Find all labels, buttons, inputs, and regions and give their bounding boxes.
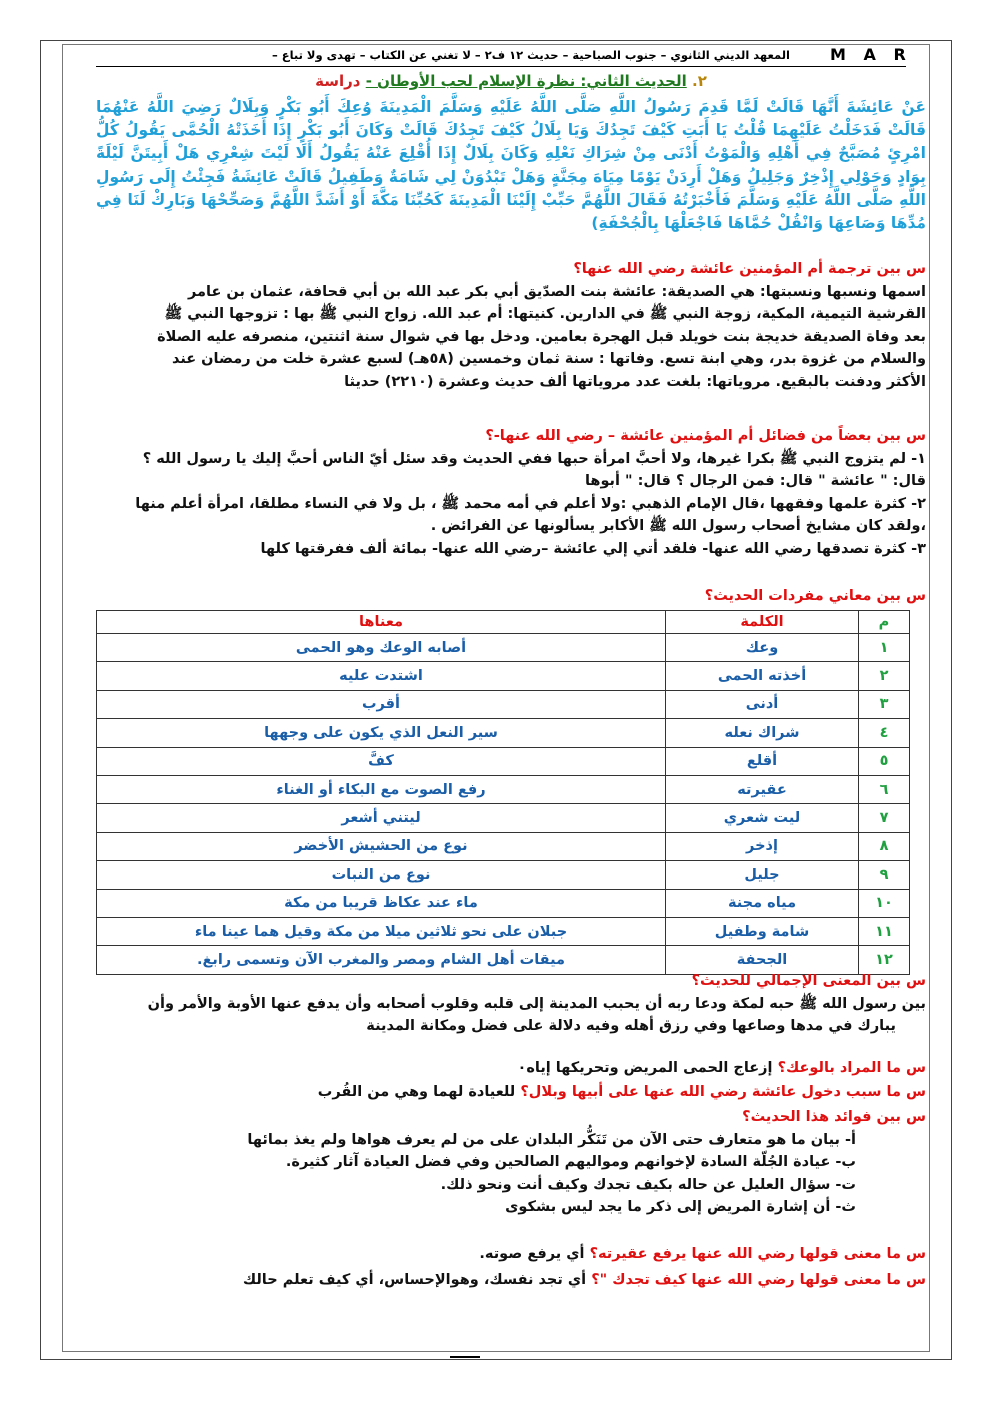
q2-block xyxy=(96,425,926,560)
table-row xyxy=(97,861,910,889)
row-number: ٣ xyxy=(859,690,910,718)
table-row xyxy=(97,662,910,690)
table-row xyxy=(97,719,910,747)
question-heading: س بين بعضاً من فضائل أم المؤمنين عائشة – رضي الله عنها-؟ xyxy=(485,428,926,444)
table-row xyxy=(97,889,910,917)
header-word: الكلمة xyxy=(666,611,859,634)
section-number: ٢. xyxy=(692,72,707,90)
table-row xyxy=(97,917,910,945)
row-number: ٥ xyxy=(859,747,910,775)
row-number: ١٠ xyxy=(859,889,910,917)
row-word: أخذته الحمى xyxy=(666,662,859,690)
answer-line: بعد وفاة الصديقة خديجة بنت خويلد قبل الهجرة بعامين. ودخل بها في شوال سنة اثنتين، منصرفه عليه الصلاة xyxy=(157,328,926,345)
row-word: جليل xyxy=(666,861,859,889)
answer-line: ٢- كثرة علمها وفقهها ،قال الإمام الذهبي :ولا أعلم في أمه محمد ﷺ ، بل ولا في النساء مطلقا، امرأة أعلم منها xyxy=(135,495,926,512)
header-number: م xyxy=(859,611,910,634)
answer-text: إزعاج الحمى المريض وتحريكها إياه٠ xyxy=(517,1060,773,1076)
table-row xyxy=(97,747,910,775)
row-word: الجحفة xyxy=(666,946,859,974)
row-word: إذخر xyxy=(666,832,859,860)
question-heading: س بين فوائد هذا الحديث؟ xyxy=(742,1109,926,1125)
row-meaning: ليتني أشعر xyxy=(97,804,666,832)
answer-line: الأكثر ودفنت بالبقيع. مروياتها: بلغت عدد مروياتها ألف حديث وعشرة (٢٢١٠) حديثا xyxy=(344,373,926,390)
header-divider xyxy=(96,66,906,67)
row-number: ٦ xyxy=(859,775,910,803)
table-row xyxy=(97,804,910,832)
question-heading: س بين المعنى الإجمالي للحديث؟ xyxy=(691,973,926,989)
answer-text: أي تجد نفسك، وهوالإحساس، أي كيف تعلم حالك xyxy=(242,1272,587,1288)
section-title xyxy=(96,72,926,90)
answer-line: قال: " عائشة " قال: فمن الرجال ؟ قال: " أبوها xyxy=(584,473,926,489)
answer-line: بين رسول الله ﷺ حبه لمكة ودعا ربه أن يحبب المدينة إلى قلبه وقلوب أصحابه وأن يدفع عنها الأوبة والأمر وأن xyxy=(147,995,926,1012)
answer-line: اسمها ونسبها ونسبتها: هي الصديقة: عائشة بنت الصدّيق أبي بكر عبد الله بن أبي قحافة، عثمان بن عامر xyxy=(188,283,926,300)
answer-text: أي يرفع صوته. xyxy=(479,1246,585,1262)
row-word: وعك xyxy=(666,634,859,662)
list-item: ت- سؤال العليل عن حاله بكيف تجدك وكيف أنت ونحو ذلك. xyxy=(440,1176,856,1193)
section-title-tag: دراسة xyxy=(315,72,361,90)
row-word: ليت شعري xyxy=(666,804,859,832)
hadith-text: عَنْ عَائِشَةَ أَنَّهَا قَالَتْ لَمَّا قَدِمَ رَسُولُ اللَّهِ صَلَّى اللَّهُ عَلَيْهِ وَسَلَّمَ الْمَدِينَةَ وُعِكَ أَبُو بَكْرٍ وَبِلَالٌ رَضِيَ اللَّهُ عَنْهُمَا قَالَتْ فَدَخَلْتُ عَلَيْهِمَا قُلْتُ يَا أَبَتِ كَيْفَ تَجِدُكَ وَيَا بِلَالُ كَيْفَ تَجِدُكَ قَالَتْ وَكَانَ أَبُو بَكْرٍ إِذَا أَخَذَتْهُ الْحُمَّى يَقُولُ كُلُّ امْرِئٍ مُصَبَّحٌ فِي أَهْلِهِ وَالْمَوْتُ أَدْنَى مِنْ شِرَاكِ نَعْلِهِ وَكَانَ بِلَالٌ إِذَا أُقْلِعَ عَنْهُ يَقُولُ أَلَا لَيْتَ شِعْرِي هَلْ أَبِيتَنَّ لَيْلَةً بِوَادٍ وَحَوْلِي إِذْخِرٌ وَجَلِيلُ وَهَلْ أَرِدَنْ يَوْمًا مِيَاهَ مِجَنَّةٍ وَهَلْ تَبْدُوَنْ لِي شَامَةٌ وَطَفِيلُ قَالَتْ عَائِشَةُ فَجِئْتُ إِلَى رَسُولِ اللَّهِ صَلَّى اللَّهُ عَلَيْهِ وَسَلَّمَ فَأَخْبَرْتُهُ فَقَالَ اللَّهُمَّ حَبِّبْ إِلَيْنَا الْمَدِينَةَ كَحُبِّنَا مَكَّةَ أَوْ أَشَدَّ اللَّهُمَّ وَصَحِّحْهَا وَبَارِكْ لَنَا فِي مُدِّهَا وَصَاعِهَا وَانْقُلْ حُمَّاهَا فَاجْعَلْهَا بِالْجُحْفَةِ) xyxy=(96,98,926,233)
table-row xyxy=(97,775,910,803)
q1-block xyxy=(96,258,926,393)
row-word: مياه مجنة xyxy=(666,889,859,917)
brand-mark: M A R xyxy=(830,45,912,64)
q7-block xyxy=(96,1106,926,1219)
answer-line: القرشية التيمية، المكية، زوجة النبي ﷺ في الدارين. كنيتها: أم عبد الله. زواج النبي ﷺ بها : تزوجها النبي ﷺ xyxy=(164,306,926,322)
row-number: ٤ xyxy=(859,719,910,747)
table-row xyxy=(97,690,910,718)
page-header xyxy=(100,44,912,66)
q9-block xyxy=(96,1268,926,1292)
answer-line: ١- لم يتزوج النبي ﷺ بكرا غيرها، ولا أحبَّ امرأة حبها ففي الحديث وقد سئل أيّ الناس أحبَّ إليك يا رسول الله ؟ xyxy=(142,450,926,467)
header-text: المعهد الديني الثانوي – جنوب الصباحية – حديث ١٢ ف٢ – لا تغني عن الكتاب – تهدى ولا تباع – xyxy=(271,48,790,62)
row-word: عقيرته xyxy=(666,775,859,803)
row-meaning: اشتدت عليه xyxy=(97,662,666,690)
answer-text: للعيادة لهما وهي من القُرب xyxy=(317,1084,516,1100)
list-item: ب- عيادة الجُلّة السادة لإخوانهم ومواليهم الصالحين وفي فضل العيادة آثار كثيرة. xyxy=(285,1154,856,1170)
row-meaning: سير النعل الذي يكون على وجهها xyxy=(97,719,666,747)
question-heading: س ما معنى قولها رضي الله عنها يرفع عقيرته؟ xyxy=(589,1246,926,1262)
footer-mark xyxy=(450,1356,480,1358)
question-heading: س بين ترجمة أم المؤمنين عائشة رضي الله عنها؟ xyxy=(573,261,926,277)
row-meaning: نوع من الحشيش الأخضر xyxy=(97,832,666,860)
q8-block xyxy=(96,1242,926,1266)
row-meaning: أقرب xyxy=(97,690,666,718)
vocabulary-table xyxy=(96,610,910,975)
answer-line: ٣- كثرة تصدقها رضي الله عنها- فلقد أتي إلي عائشة –رضي الله عنها- بمائة ألف ففرقتها كلها xyxy=(260,540,926,557)
table-row xyxy=(97,832,910,860)
row-number: ١ xyxy=(859,634,910,662)
row-meaning: ميقات أهل الشام ومصر والمغرب الآن وتسمى رابغ. xyxy=(97,946,666,974)
table-header-row xyxy=(97,611,910,634)
q5-block xyxy=(96,1056,926,1080)
q3-block xyxy=(96,585,926,608)
row-meaning: أصابه الوعك وهو الحمى xyxy=(97,634,666,662)
row-meaning: نوع من النبات xyxy=(97,861,666,889)
row-meaning: ماء عند عكاظ قريبا من مكة xyxy=(97,889,666,917)
question-heading: س ما المراد بالوعك؟ xyxy=(777,1060,926,1076)
row-word: شامة وطفيل xyxy=(666,917,859,945)
answer-line: والسلام من غزوة بدر، وهي ابنة تسع. وفاتها : سنة ثمان وخمسين (٥٨هـ) لسبع عشرة خلت من رمضان عند xyxy=(171,351,926,367)
row-word: أقلع xyxy=(666,747,859,775)
question-heading: س ما معنى قولها رضي الله عنها كيف تجدك "؟ xyxy=(591,1272,926,1288)
row-number: ٧ xyxy=(859,804,910,832)
list-item: أ- بيان ما هو متعارف حتى الآن من تَنَكُّر البلدان على من لم يعرف هواها ولم يغذ بمائها xyxy=(247,1131,856,1148)
row-meaning: جبلان على نحو ثلاثين ميلا من مكة وقيل هما عينا ماء xyxy=(97,917,666,945)
row-number: ١١ xyxy=(859,917,910,945)
row-meaning: كفَّ xyxy=(97,747,666,775)
q4-block xyxy=(96,970,926,1038)
table-row xyxy=(97,634,910,662)
row-meaning: رفع الصوت مع البكاء أو الغناء xyxy=(97,775,666,803)
row-number: ٩ xyxy=(859,861,910,889)
answer-line: يبارك في مدها وصاعها وفي رزق أهله وفيه دلالة على فضل ومكانة المدينة xyxy=(366,1018,896,1034)
q6-block xyxy=(96,1080,926,1104)
list-item: ث- أن إشارة المريض إلى ذكر ما يجد ليس بشكوى xyxy=(505,1199,856,1215)
row-number: ٢ xyxy=(859,662,910,690)
question-heading: س بين معاني مفردات الحديث؟ xyxy=(704,588,926,604)
section-title-main: الحديث الثاني: نظرة الإسلام لحب الأوطان - xyxy=(365,72,687,90)
row-number: ١٢ xyxy=(859,946,910,974)
row-word: أدنى xyxy=(666,690,859,718)
answer-line: ،ولقد كان مشايخ أصحاب رسول الله ﷺ الأكابر يسألونها عن الفرائض . xyxy=(430,518,926,534)
row-word: شراك نعله xyxy=(666,719,859,747)
header-meaning: معناها xyxy=(97,611,666,634)
question-heading: س ما سبب دخول عائشة رضي الله عنها على أبيها وبلال؟ xyxy=(520,1084,926,1100)
row-number: ٨ xyxy=(859,832,910,860)
